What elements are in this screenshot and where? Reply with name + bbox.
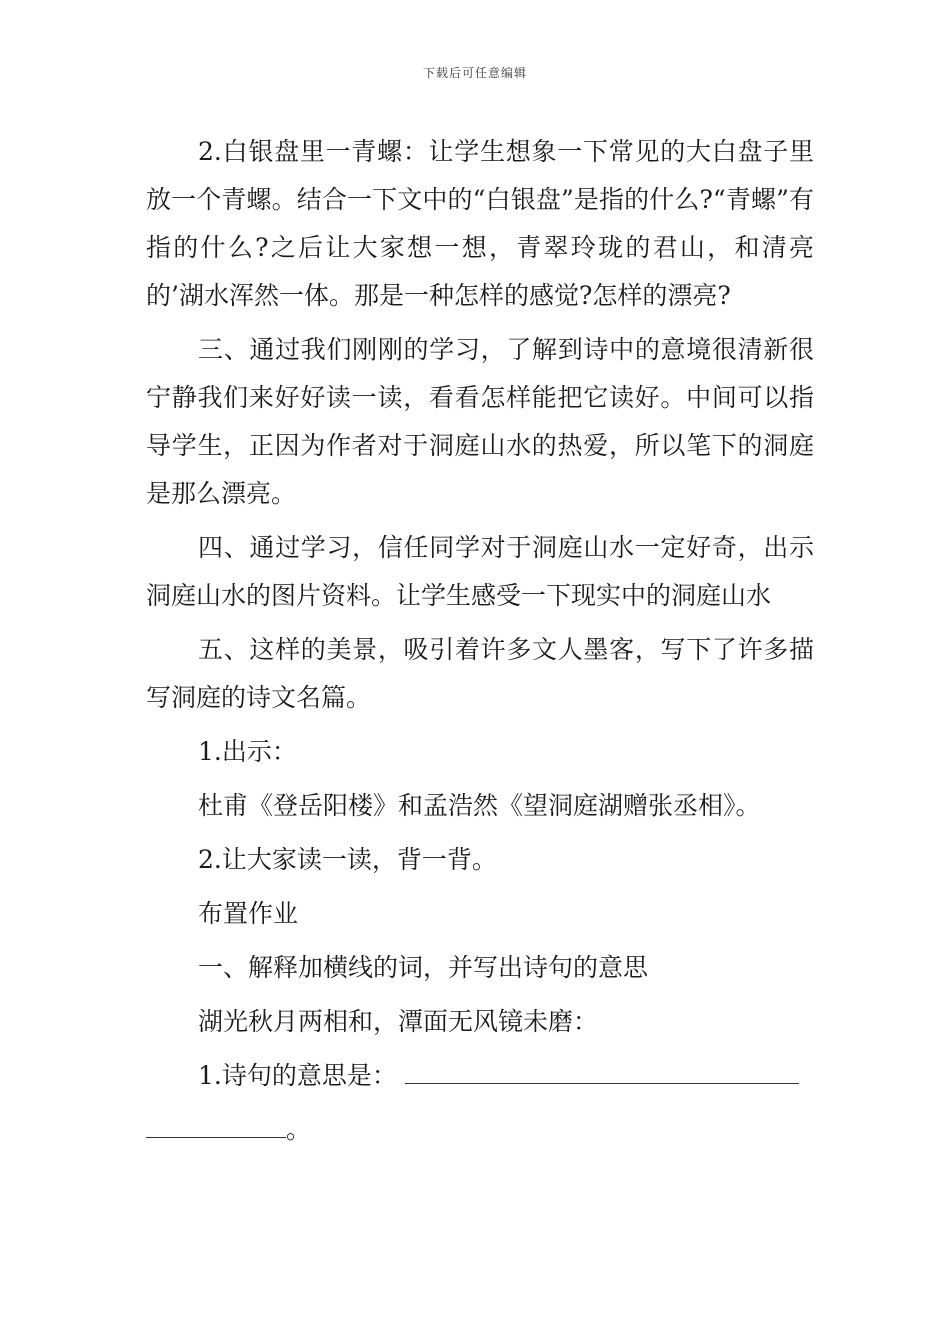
paragraph-section-three: 三、通过我们刚刚的学习，了解到诗中的意境很清新很宁静我们来好好读一读，看看怎样能把它读好。中间可以指导学生，正因为作者对于洞庭山水的热爱，所以笔下的洞庭是那么漂亮。 (146, 335, 814, 508)
meaning-label: 1.诗句的意思是： (198, 1061, 397, 1090)
line-homework-one: 一、解释加横线的词，并写出诗句的意思 (198, 953, 649, 982)
answer-blank-line-continued[interactable] (146, 1119, 286, 1138)
line-meaning-prompt (146, 1052, 814, 1100)
paragraph-section-four: 四、通过学习，信任同学对于洞庭山水一定好奇，出示洞庭山水的图片资料。让学生感受一下现实中的洞庭山水 (146, 533, 814, 610)
answer-blank-line[interactable] (405, 1065, 799, 1084)
line-read-recite: 2.让大家读一读，背一背。 (198, 845, 497, 874)
line-show: 1.出示： (198, 737, 297, 766)
page-header: 下载后可任意编辑 (422, 66, 527, 80)
period-mark: 。 (286, 1115, 312, 1144)
paragraph-section-five: 五、这样的美景，吸引着许多文人墨客，写下了许多描写洞庭的诗文名篇。 (146, 635, 814, 712)
line-answer-continuation (146, 1106, 814, 1154)
line-poem-verse: 湖光秋月两相和，潭面无风镜未磨： (198, 1007, 599, 1036)
line-poems: 杜甫《登岳阳楼》和孟浩然《望洞庭湖赠张丞相》。 (198, 791, 761, 820)
document-body (146, 128, 814, 1154)
line-homework-title: 布置作业 (198, 899, 299, 928)
paragraph-baiyinpan: 2.白银盘里一青螺：让学生想象一下常见的大白盘子里放一个青螺。结合一下文中的“白银盘”是指的什么?“青螺”有指的什么?之后让大家想一想，青翠玲珑的君山，和清亮的’湖水浑然一体。那是一种怎样的感觉?怎样的漂亮? (146, 137, 814, 310)
